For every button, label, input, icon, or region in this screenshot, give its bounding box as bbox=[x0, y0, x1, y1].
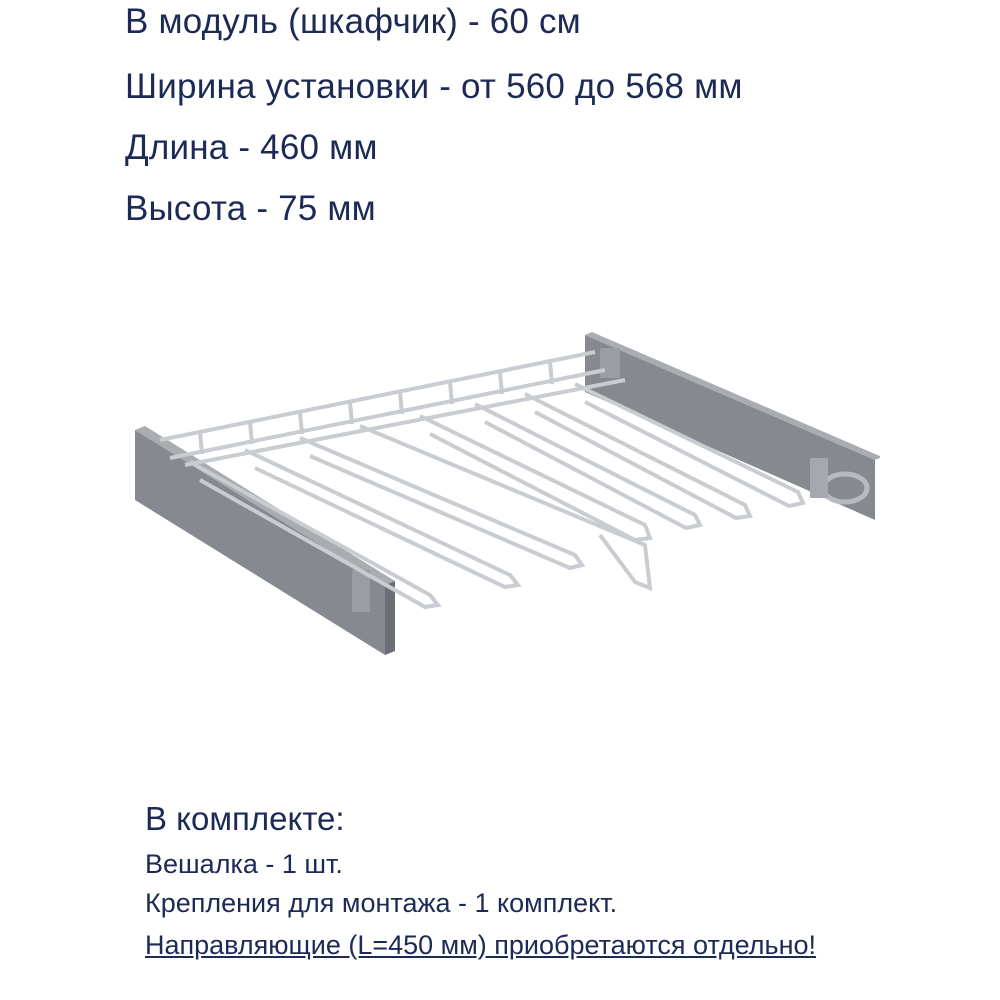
spec-height: Высота - 75 мм bbox=[125, 189, 376, 228]
kit-item-hanger: Вешалка - 1 шт. bbox=[145, 849, 343, 879]
trouser-rack-image bbox=[130, 330, 880, 665]
kit-item-fasteners: Крепления для монтажа - 1 комплект. bbox=[145, 888, 618, 918]
spec-module-width: В модуль (шкафчик) - 60 см bbox=[125, 2, 581, 41]
spec-install-width: Ширина установки - от 560 до 568 мм bbox=[125, 67, 743, 106]
kit-note-guides: Направляющие (L=450 мм) приобретаются отдельно! bbox=[145, 930, 817, 960]
kit-title: В комплекте: bbox=[145, 800, 345, 837]
spec-length: Длина - 460 мм bbox=[125, 128, 378, 167]
